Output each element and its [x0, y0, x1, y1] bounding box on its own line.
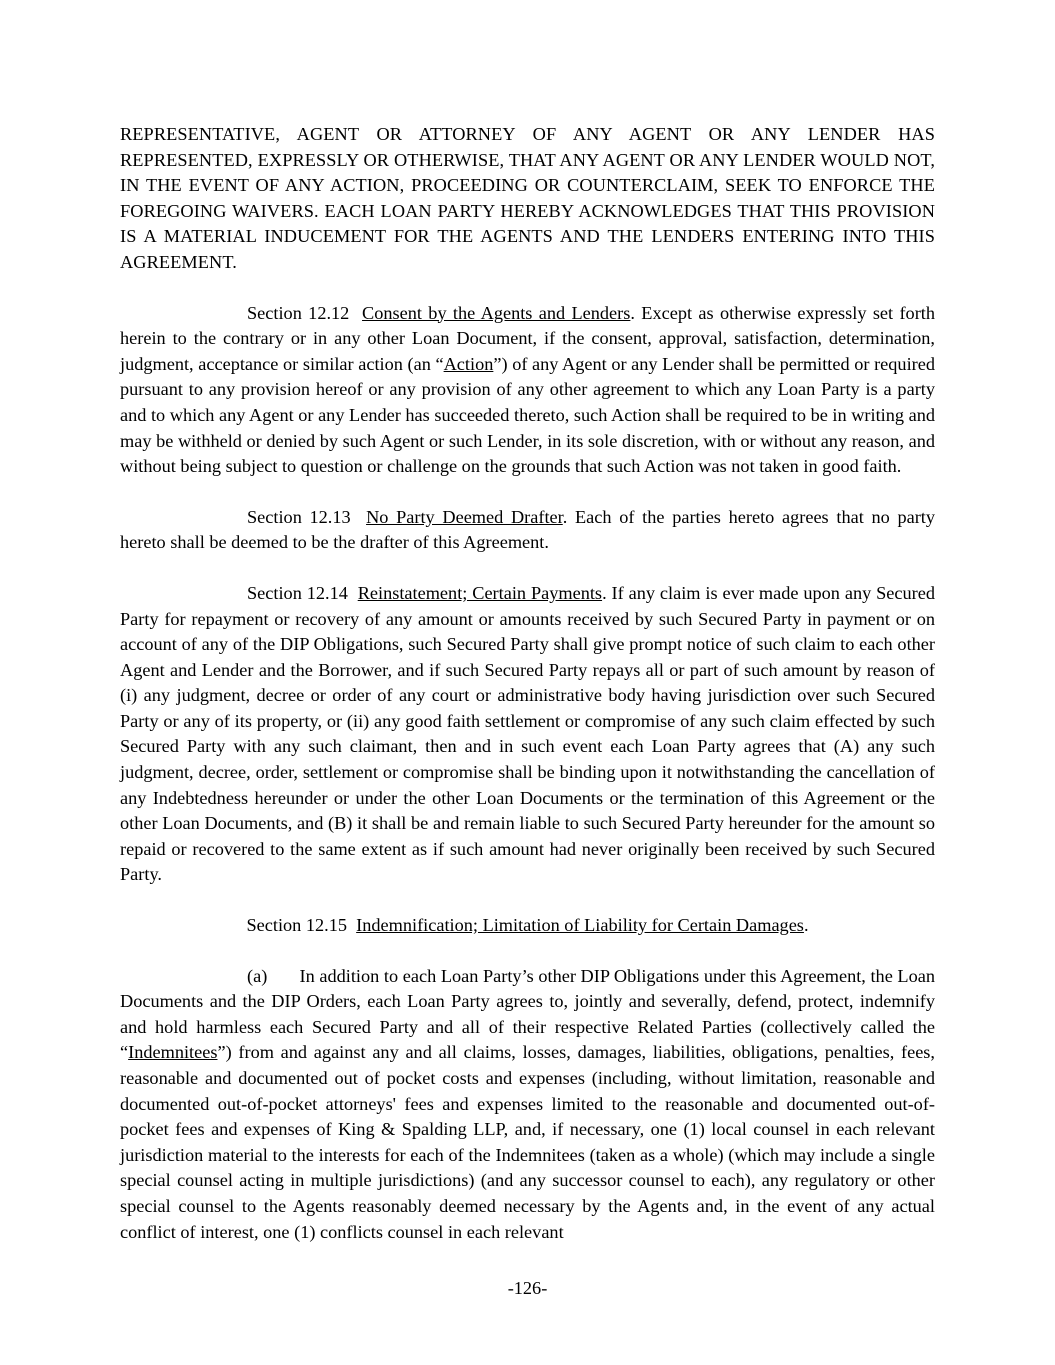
section-body-12-15: .	[803, 915, 809, 936]
defined-term-indemnitees: Indemnitees	[128, 1042, 218, 1063]
spacer-text	[351, 507, 366, 527]
section-body-12-12-b: ”) of any Agent or any Lender shall be permitted or required pursuant to any provision hereof or any provision of any other agreement to which any Loan Party is a party and to which any Agent or any Lender has succeeded thereto, such Action shall be required to be in writing and may be withheld or denied by such Agent or such Lender, in its sole discretion, with or without any reason, and without being subject to question or challenge on the grounds that such Action was not taken in good faith.	[120, 353, 935, 477]
section-title-12-15: Indemnification; Limitation of Liability for Certain Damages	[356, 915, 804, 936]
spacer-text	[267, 966, 299, 986]
paragraph-section-12-13	[120, 505, 935, 556]
section-number-12-13: Section 12.13	[247, 506, 351, 527]
paragraph-spacer	[120, 276, 935, 301]
paragraph-section-12-15	[120, 913, 935, 939]
section-title-12-13: No Party Deemed Drafter	[366, 506, 563, 527]
paragraph-section-12-12	[120, 301, 935, 480]
paragraph-spacer	[120, 939, 935, 964]
page-number: -126-	[507, 1278, 548, 1298]
section-title-12-12: Consent by the Agents and Lenders	[362, 302, 631, 323]
page-body	[120, 122, 935, 1245]
section-body-12-12-a: . Except as otherwise expressly set forth herein to the contrary or in any other Loan Document, if the consent, approval, satisfaction, determination, judgment, acceptance or similar action (an “	[120, 302, 936, 374]
section-title-12-14: Reinstatement; Certain Payments	[357, 582, 603, 603]
paragraph-spacer	[120, 480, 935, 505]
paragraph-spacer	[120, 556, 935, 581]
spacer-text	[347, 915, 356, 935]
paragraph-section-12-14	[120, 581, 935, 888]
section-body-12-14: . If any claim is ever made upon any Secured Party for repayment or recovery of any amount or amounts received by such Secured Party in payment or on account of any of the DIP Obligations, such Secured Party shall give prompt notice of such claim to each other Agent and Lender and the Borrower, and if such Secured Party repays all or part of such amount by reason of (i) any judgment, decree or order of any court or administrative body having jurisdiction over such Secured Party or any of its property, or (ii) any good faith settlement or compromise of any such claim effected by such Secured Party with any such claimant, then and in such event each Loan Party agrees that (A) any such judgment, decree, order, settlement or compromise shall be binding upon it notwithstanding the cancellation of any Indebtedness hereunder or under the other Loan Documents or the termination of this Agreement or the other Loan Documents, and (B) it shall be and remain liable to such Secured Party hereunder for the amount so repaid or recovered to the same extent as if such amount had never originally been received by such Secured Party.	[120, 582, 936, 885]
subsection-body-a-2: ”) from and against any and all claims, losses, damages, liabilities, obligations, penalties, fees, reasonable and documented out of pocket costs and expenses (including, without limitation, reasonable and documented out-of-pocket attorneys' fees and expenses limited to the reasonable and documented out-of-pocket fees and expenses of King & Spalding LLP, and, if necessary, one (1) local counsel in each relevant jurisdiction material to the interests for each of the Indemnitees (taken as a whole) (which may include a single special counsel acting in multiple jurisdictions) (and any successor counsel to each), any regulatory or other special counsel to the Agents reasonably deemed necessary by the Agents and, in the event of any actual conflict of interest, one (1) conflicts counsel in each relevant	[120, 1042, 935, 1242]
spacer-text	[348, 583, 358, 603]
defined-term-action: Action	[443, 353, 494, 374]
paragraph-spacer	[120, 888, 935, 913]
section-number-12-15: Section 12.15	[246, 915, 348, 936]
subsection-label-a: (a)	[247, 965, 268, 986]
subsection-body-a-1: In addition to each Loan Party’s other DIP Obligations under this Agreement, the Loan Documents and the DIP Orders, each Loan Party agrees to, jointly and severally, defend, protect, indemnify and hold harmless each Secured Party and all of their respective Related Parties (collectively called the “	[120, 965, 935, 1063]
spacer-text	[349, 303, 362, 323]
section-number-12-14: Section 12.14	[247, 582, 348, 603]
section-number-12-12: Section 12.12	[247, 302, 350, 323]
paragraph-waiver-acknowledgement: REPRESENTATIVE, AGENT OR ATTORNEY OF ANY AGENT OR ANY LENDER HAS REPRESENTED, EXPRESSLY OR OTHERWISE, THAT ANY AGENT OR ANY LENDER WOULD NOT, IN THE EVENT OF ANY ACTION, PROCEEDING OR COUNTERCLAIM, SEEK TO ENFORCE THE FOREGOING WAIVERS. EACH LOAN PARTY HEREBY ACKNOWLEDGES THAT THIS PROVISION IS A MATERIAL INDUCEMENT FOR THE AGENTS AND THE LENDERS ENTERING INTO THIS AGREEMENT.	[120, 124, 935, 272]
paragraph-section-12-15-a	[120, 964, 935, 1246]
section-body-12-13: . Each of the parties hereto agrees that no party hereto shall be deemed to be the drafter of this Agreement.	[120, 506, 936, 553]
